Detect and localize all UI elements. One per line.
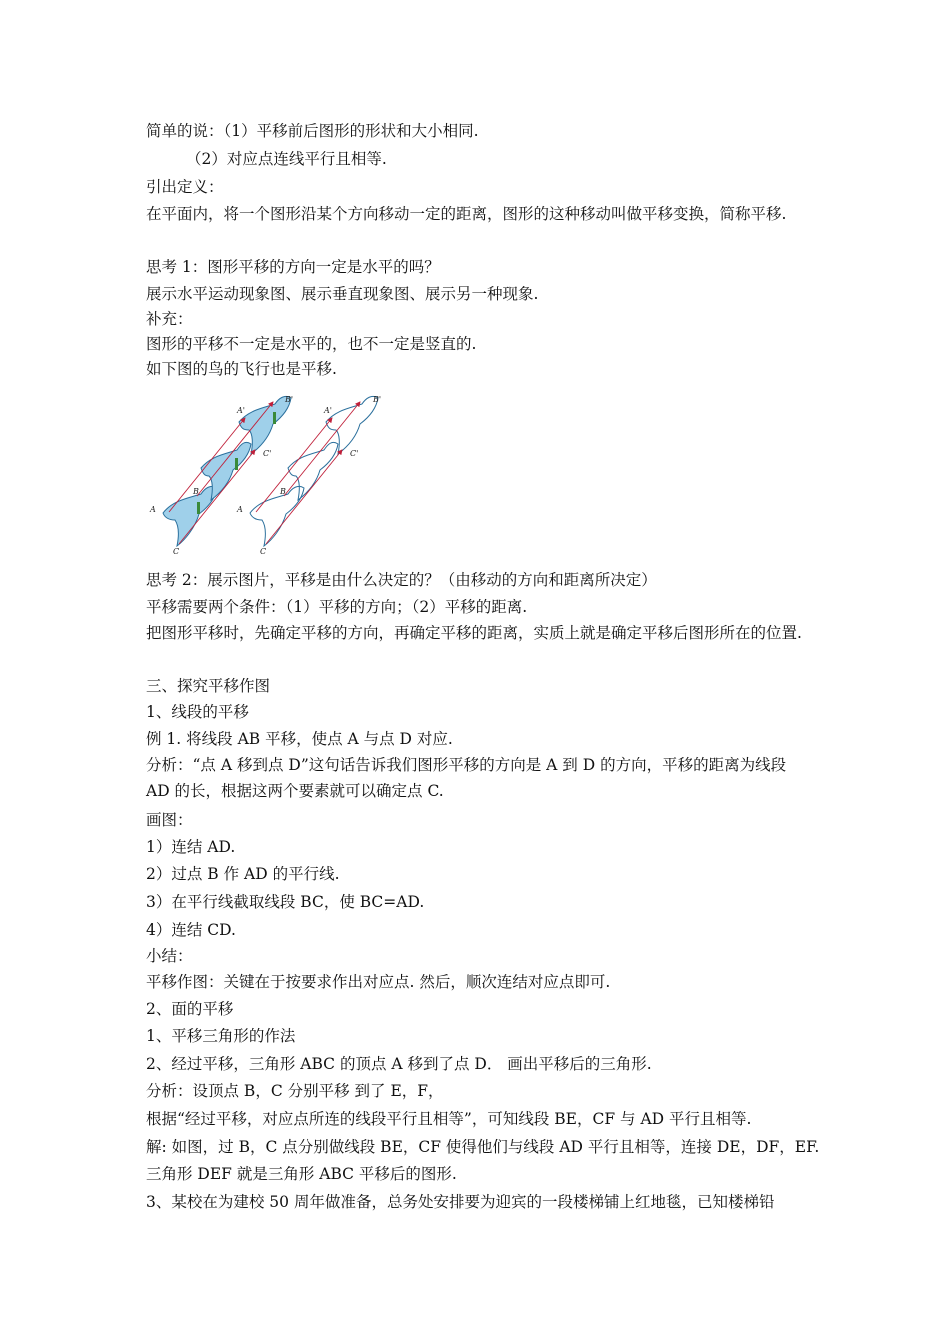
list-item: 4）连结 CD. xyxy=(146,921,236,939)
label-a-prime: A' xyxy=(237,406,245,415)
paragraph: 2、经过平移，三角形 ABC 的顶点 A 移到了点 D． 画出平移后的三角形. xyxy=(146,1055,652,1073)
label-b-prime: B' xyxy=(373,395,382,404)
paragraph: 展示水平运动现象图、展示垂直现象图、展示另一种现象. xyxy=(146,285,539,303)
paragraph: 平移需要两个条件：（1）平移的方向；（2）平移的距离. xyxy=(146,598,528,616)
paragraph: 简单的说：（1）平移前后图形的形状和大小相同. xyxy=(146,122,479,140)
list-item: 1）连结 AD. xyxy=(146,838,236,856)
label-c: C xyxy=(260,547,267,556)
paragraph: 解: 如图，过 B，C 点分别做线段 BE，CF 使得他们与线段 AD 平行且相等，连接 DE，DF，EF. xyxy=(146,1138,820,1156)
paragraph: 把图形平移时，先确定平移的方向，再确定平移的距离，实质上就是确定平移后图形所在的位置. xyxy=(146,624,802,642)
paragraph: 1、平移三角形的作法 xyxy=(146,1027,296,1045)
label-c-prime: C' xyxy=(350,449,359,458)
label-a-prime: A' xyxy=(324,406,332,415)
paragraph: 在平面内，将一个图形沿某个方向移动一定的距离，图形的这种移动叫做平移变换，简称平移. xyxy=(146,205,787,223)
subsection-heading: 2、面的平移 xyxy=(146,1000,234,1018)
paragraph: 3、某校在为建校 50 周年做准备，总务处安排要为迎宾的一段楼梯铺上红地毯，已知楼梯铅 xyxy=(146,1193,775,1211)
bird-translation-figure xyxy=(145,388,395,560)
paragraph: 思考 1：图形平移的方向一定是水平的吗？ xyxy=(146,258,440,276)
paragraph: 根据“经过平移，对应点所连的线段平行且相等”，可知线段 BE，CF 与 AD 平行且相等. xyxy=(146,1110,752,1128)
label-b: B xyxy=(280,487,286,496)
paragraph: 例 1. 将线段 AB 平移，使点 A 与点 D 对应. xyxy=(146,730,453,748)
paragraph: （2）对应点连线平行且相等. xyxy=(186,150,387,168)
subsection-heading: 1、线段的平移 xyxy=(146,703,249,721)
label-a: A xyxy=(237,505,243,514)
paragraph: 补充： xyxy=(146,310,193,328)
paragraph: 画图： xyxy=(146,811,193,829)
label-a: A xyxy=(150,505,156,514)
paragraph: 分析：“点 A 移到点 D”这句话告诉我们图形平移的方向是 A 到 D 的方向，平移的距离为线段 AD 的长，根据这两个要素就可以确定点 C. xyxy=(146,756,787,800)
left-bird-group xyxy=(149,395,293,556)
paragraph: 思考 2：展示图片，平移是由什么决定的？（由移动的方向和距离所决定） xyxy=(146,571,657,589)
paragraph: 平移作图：关键在于按要求作出对应点. 然后，顺次连结对应点即可. xyxy=(146,973,611,991)
section-heading: 三、探究平移作图 xyxy=(146,677,271,695)
label-b: B xyxy=(193,487,199,496)
label-b-prime: B' xyxy=(285,395,294,404)
list-item: 3）在平行线截取线段 BC，使 BC=AD. xyxy=(146,893,425,911)
bird-translation-illustration xyxy=(145,388,395,560)
paragraph: 引出定义： xyxy=(146,178,224,196)
label-c-prime: C' xyxy=(263,449,272,458)
paragraph: 如下图的鸟的飞行也是平移. xyxy=(146,360,337,378)
paragraph: 小结： xyxy=(146,947,193,965)
list-item: 2）过点 B 作 AD 的平行线. xyxy=(146,865,340,883)
paragraph: 分析：设顶点 B，C 分别平移 到了 E，F， xyxy=(146,1082,444,1100)
paragraph: 三角形 DEF 就是三角形 ABC 平移后的图形. xyxy=(146,1165,457,1183)
label-c: C xyxy=(173,547,180,556)
paragraph: 图形的平移不一定是水平的，也不一定是竖直的. xyxy=(146,335,477,353)
